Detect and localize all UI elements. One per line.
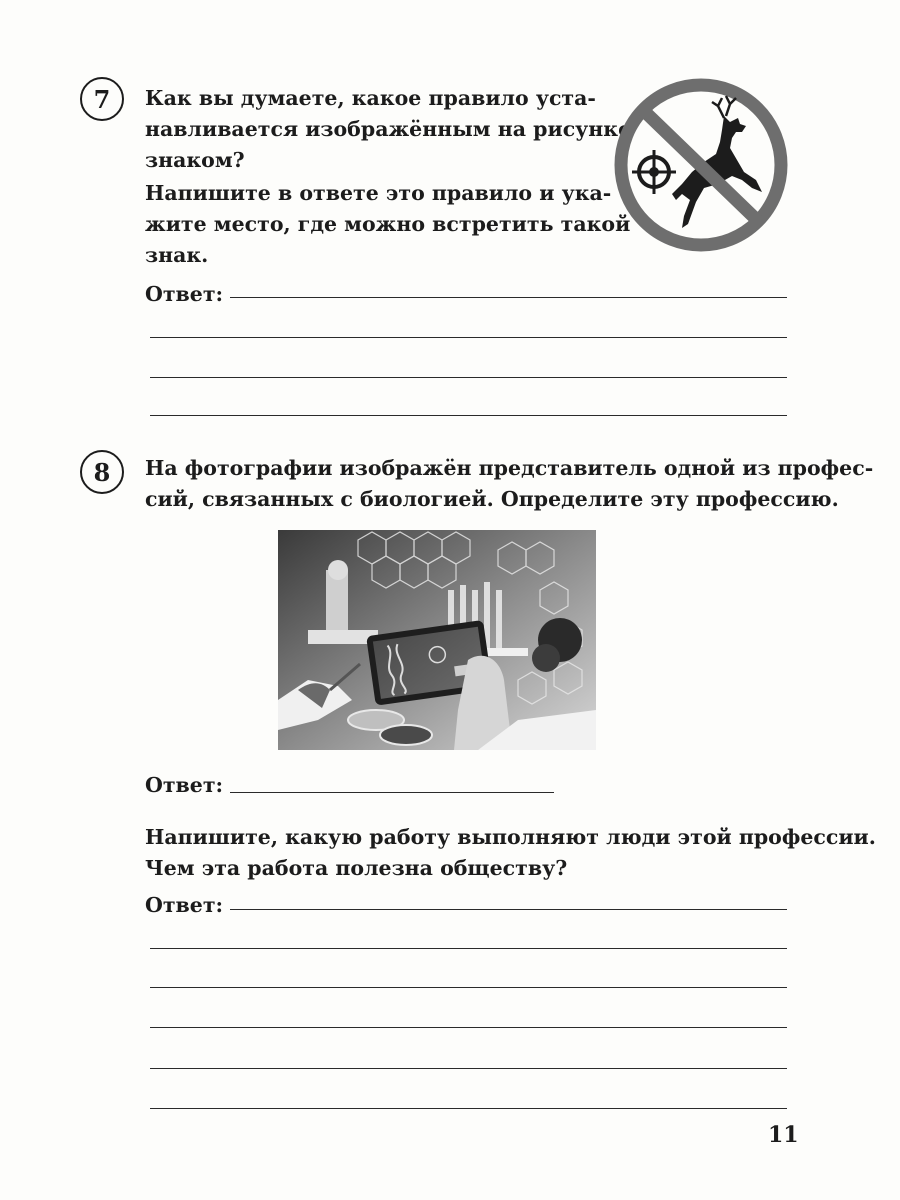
q7-line-3: знаком? [145,148,245,172]
q7-answer-label: Ответ: [145,282,224,306]
question-8-number: 8 [80,450,124,494]
q7-instr-line-3: знак. [145,243,209,267]
page-number: 11 [768,1122,799,1148]
q7-answer-line-2[interactable] [150,337,787,338]
q7-answer-line-1[interactable] [230,297,787,298]
q8-answer-line-1[interactable] [230,909,787,910]
q8-instr-line-1: Напишите, какую работу выполняют люди этой профессии. [145,825,876,849]
q7-instr-line-1: Напишите в ответе это правило и ука- [145,181,612,205]
q8-answer-line-6[interactable] [150,1108,787,1109]
q8-line-2: сий, связанных с биологией. Определите эту профессию. [145,487,839,511]
q8-answer-label-2: Ответ: [145,893,224,917]
q7-answer-line-4[interactable] [150,415,787,416]
question-8-instruction [145,822,876,884]
q8-profession-answer-line[interactable] [230,792,554,793]
question-7-instruction [145,178,630,271]
q7-line-2: навливается изображённым на рисунке [145,117,632,141]
q8-answer-label-1: Ответ: [145,773,224,797]
q7-answer-line-3[interactable] [150,377,787,378]
q8-answer-line-3[interactable] [150,987,787,988]
q8-line-1: На фотографии изображён представитель одной из профес- [145,456,874,480]
q7-line-1: Как вы думаете, какое правило уста- [145,86,596,110]
q8-instr-line-2: Чем эта работа полезна обществу? [145,856,568,880]
q8-answer-line-2[interactable] [150,948,787,949]
q7-instr-line-2: жите место, где можно встретить такой [145,212,631,236]
no-hunting-sign-icon [612,76,790,254]
laboratory-scientist-photo [278,530,596,750]
q8-answer-line-5[interactable] [150,1068,787,1069]
question-7-text [145,83,631,176]
crosshair-icon [632,150,676,194]
q8-answer-line-4[interactable] [150,1027,787,1028]
question-7-number: 7 [80,77,124,121]
question-8-text [145,453,873,515]
